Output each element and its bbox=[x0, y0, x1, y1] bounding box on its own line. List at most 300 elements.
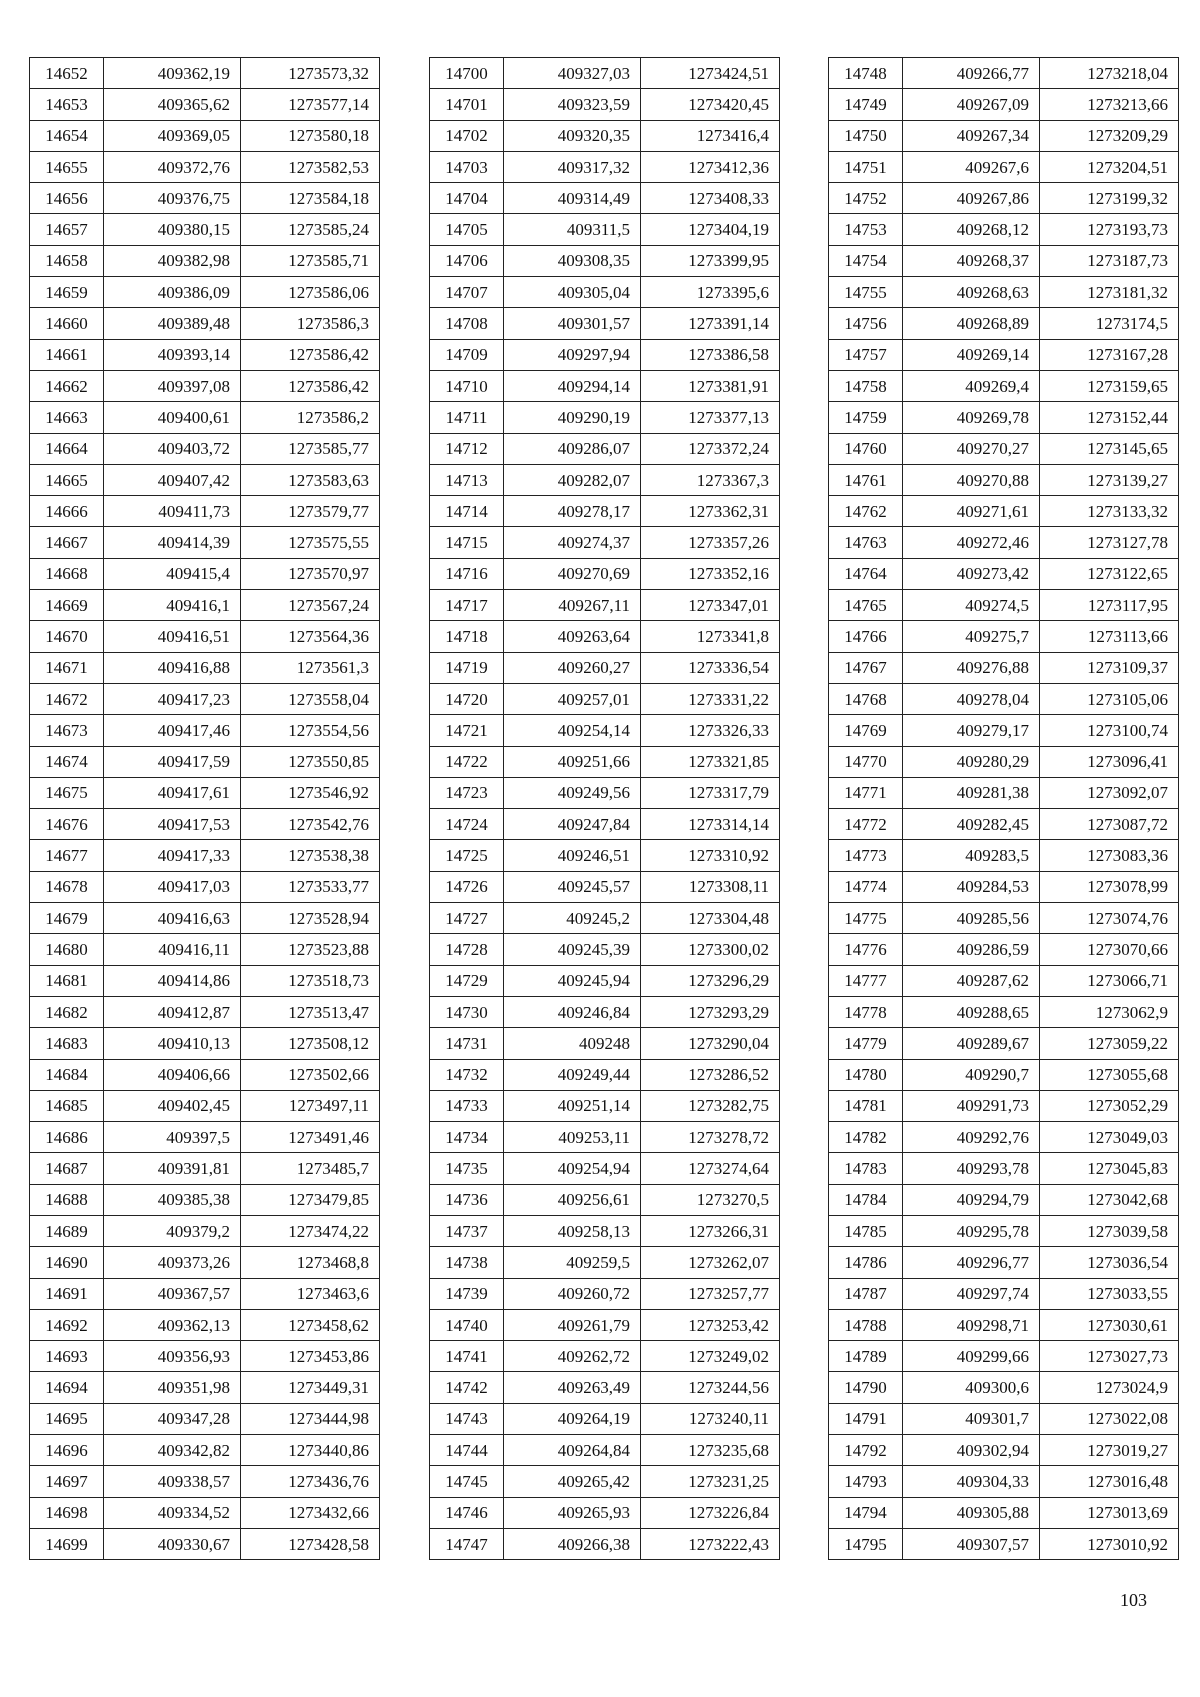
point-id-cell: 14754 bbox=[829, 245, 903, 276]
x-coordinate-cell: 409417,46 bbox=[104, 715, 241, 746]
table-row bbox=[829, 652, 1179, 683]
y-coordinate-cell: 1273468,8 bbox=[241, 1247, 380, 1278]
point-id-cell: 14673 bbox=[30, 715, 104, 746]
coordinate-table-3 bbox=[828, 57, 1179, 1560]
table-row bbox=[829, 1153, 1179, 1184]
point-id-cell: 14662 bbox=[30, 370, 104, 401]
point-id-cell: 14656 bbox=[30, 183, 104, 214]
page-number: 103 bbox=[1120, 1590, 1147, 1610]
point-id-cell: 14723 bbox=[430, 777, 504, 808]
point-id-cell: 14736 bbox=[430, 1184, 504, 1215]
table-row bbox=[30, 1215, 380, 1246]
table-row bbox=[829, 1278, 1179, 1309]
x-coordinate-cell: 409278,04 bbox=[903, 683, 1040, 714]
point-id-cell: 14675 bbox=[30, 777, 104, 808]
x-coordinate-cell: 409407,42 bbox=[104, 464, 241, 495]
x-coordinate-cell: 409416,88 bbox=[104, 652, 241, 683]
point-id-cell: 14795 bbox=[829, 1528, 903, 1559]
point-id-cell: 14671 bbox=[30, 652, 104, 683]
table-row bbox=[829, 120, 1179, 151]
point-id-cell: 14753 bbox=[829, 214, 903, 245]
x-coordinate-cell: 409379,2 bbox=[104, 1215, 241, 1246]
x-coordinate-cell: 409400,61 bbox=[104, 402, 241, 433]
table-row bbox=[430, 683, 780, 714]
y-coordinate-cell: 1273570,97 bbox=[241, 558, 380, 589]
point-id-cell: 14717 bbox=[430, 590, 504, 621]
point-id-cell: 14766 bbox=[829, 621, 903, 652]
point-id-cell: 14711 bbox=[430, 402, 504, 433]
point-id-cell: 14664 bbox=[30, 433, 104, 464]
table-row bbox=[30, 402, 380, 433]
y-coordinate-cell: 1273554,56 bbox=[241, 715, 380, 746]
y-coordinate-cell: 1273381,91 bbox=[641, 370, 780, 401]
x-coordinate-cell: 409258,13 bbox=[504, 1215, 641, 1246]
y-coordinate-cell: 1273449,31 bbox=[241, 1372, 380, 1403]
point-id-cell: 14793 bbox=[829, 1466, 903, 1497]
table-row bbox=[829, 746, 1179, 777]
table-row bbox=[430, 1309, 780, 1340]
x-coordinate-cell: 409270,27 bbox=[903, 433, 1040, 464]
table-row bbox=[430, 183, 780, 214]
table-row bbox=[430, 1403, 780, 1434]
y-coordinate-cell: 1273159,65 bbox=[1040, 370, 1179, 401]
y-coordinate-cell: 1273070,66 bbox=[1040, 934, 1179, 965]
point-id-cell: 14680 bbox=[30, 934, 104, 965]
table-row bbox=[30, 1059, 380, 1090]
point-id-cell: 14672 bbox=[30, 683, 104, 714]
table-row bbox=[829, 402, 1179, 433]
y-coordinate-cell: 1273253,42 bbox=[641, 1309, 780, 1340]
table-row bbox=[30, 903, 380, 934]
table-row bbox=[829, 1215, 1179, 1246]
table-row bbox=[30, 433, 380, 464]
point-id-cell: 14716 bbox=[430, 558, 504, 589]
y-coordinate-cell: 1273518,73 bbox=[241, 965, 380, 996]
point-id-cell: 14747 bbox=[430, 1528, 504, 1559]
point-id-cell: 14745 bbox=[430, 1466, 504, 1497]
point-id-cell: 14788 bbox=[829, 1309, 903, 1340]
x-coordinate-cell: 409269,78 bbox=[903, 402, 1040, 433]
y-coordinate-cell: 1273453,86 bbox=[241, 1341, 380, 1372]
x-coordinate-cell: 409278,17 bbox=[504, 496, 641, 527]
y-coordinate-cell: 1273564,36 bbox=[241, 621, 380, 652]
x-coordinate-cell: 409290,7 bbox=[903, 1059, 1040, 1090]
point-id-cell: 14704 bbox=[430, 183, 504, 214]
table-row bbox=[30, 809, 380, 840]
y-coordinate-cell: 1273122,65 bbox=[1040, 558, 1179, 589]
y-coordinate-cell: 1273240,11 bbox=[641, 1403, 780, 1434]
x-coordinate-cell: 409372,76 bbox=[104, 151, 241, 182]
table-row bbox=[430, 652, 780, 683]
table-row bbox=[30, 871, 380, 902]
y-coordinate-cell: 1273174,5 bbox=[1040, 308, 1179, 339]
point-id-cell: 14732 bbox=[430, 1059, 504, 1090]
x-coordinate-cell: 409254,94 bbox=[504, 1153, 641, 1184]
table-row bbox=[829, 277, 1179, 308]
x-coordinate-cell: 409295,78 bbox=[903, 1215, 1040, 1246]
y-coordinate-cell: 1273062,9 bbox=[1040, 996, 1179, 1027]
y-coordinate-cell: 1273479,85 bbox=[241, 1184, 380, 1215]
y-coordinate-cell: 1273282,75 bbox=[641, 1090, 780, 1121]
point-id-cell: 14693 bbox=[30, 1341, 104, 1372]
point-id-cell: 14792 bbox=[829, 1435, 903, 1466]
y-coordinate-cell: 1273262,07 bbox=[641, 1247, 780, 1278]
y-coordinate-cell: 1273193,73 bbox=[1040, 214, 1179, 245]
point-id-cell: 14713 bbox=[430, 464, 504, 495]
table-row bbox=[430, 214, 780, 245]
table-row bbox=[430, 1278, 780, 1309]
point-id-cell: 14727 bbox=[430, 903, 504, 934]
x-coordinate-cell: 409373,26 bbox=[104, 1247, 241, 1278]
x-coordinate-cell: 409403,72 bbox=[104, 433, 241, 464]
table-row bbox=[829, 996, 1179, 1027]
point-id-cell: 14653 bbox=[30, 89, 104, 120]
table-row bbox=[430, 1341, 780, 1372]
point-id-cell: 14697 bbox=[30, 1466, 104, 1497]
point-id-cell: 14726 bbox=[430, 871, 504, 902]
table-row bbox=[430, 715, 780, 746]
point-id-cell: 14739 bbox=[430, 1278, 504, 1309]
point-id-cell: 14661 bbox=[30, 339, 104, 370]
point-id-cell: 14695 bbox=[30, 1403, 104, 1434]
x-coordinate-cell: 409271,61 bbox=[903, 496, 1040, 527]
point-id-cell: 14731 bbox=[430, 1028, 504, 1059]
point-id-cell: 14692 bbox=[30, 1309, 104, 1340]
x-coordinate-cell: 409416,11 bbox=[104, 934, 241, 965]
point-id-cell: 14743 bbox=[430, 1403, 504, 1434]
table-row bbox=[829, 58, 1179, 89]
x-coordinate-cell: 409410,13 bbox=[104, 1028, 241, 1059]
point-id-cell: 14776 bbox=[829, 934, 903, 965]
y-coordinate-cell: 1273133,32 bbox=[1040, 496, 1179, 527]
point-id-cell: 14719 bbox=[430, 652, 504, 683]
table-row bbox=[30, 715, 380, 746]
point-id-cell: 14773 bbox=[829, 840, 903, 871]
table-row bbox=[30, 840, 380, 871]
y-coordinate-cell: 1273326,33 bbox=[641, 715, 780, 746]
point-id-cell: 14752 bbox=[829, 183, 903, 214]
x-coordinate-cell: 409311,5 bbox=[504, 214, 641, 245]
y-coordinate-cell: 1273508,12 bbox=[241, 1028, 380, 1059]
y-coordinate-cell: 1273109,37 bbox=[1040, 652, 1179, 683]
x-coordinate-cell: 409263,64 bbox=[504, 621, 641, 652]
y-coordinate-cell: 1273546,92 bbox=[241, 777, 380, 808]
point-id-cell: 14771 bbox=[829, 777, 903, 808]
table-row bbox=[430, 1153, 780, 1184]
y-coordinate-cell: 1273542,76 bbox=[241, 809, 380, 840]
point-id-cell: 14703 bbox=[430, 151, 504, 182]
x-coordinate-cell: 409376,75 bbox=[104, 183, 241, 214]
table-row bbox=[30, 1153, 380, 1184]
x-coordinate-cell: 409362,13 bbox=[104, 1309, 241, 1340]
point-id-cell: 14789 bbox=[829, 1341, 903, 1372]
y-coordinate-cell: 1273362,31 bbox=[641, 496, 780, 527]
y-coordinate-cell: 1273575,55 bbox=[241, 527, 380, 558]
y-coordinate-cell: 1273404,19 bbox=[641, 214, 780, 245]
table-row bbox=[30, 1028, 380, 1059]
x-coordinate-cell: 409274,37 bbox=[504, 527, 641, 558]
table-row bbox=[30, 777, 380, 808]
point-id-cell: 14778 bbox=[829, 996, 903, 1027]
coordinate-table-2 bbox=[429, 57, 780, 1560]
x-coordinate-cell: 409249,56 bbox=[504, 777, 641, 808]
point-id-cell: 14742 bbox=[430, 1372, 504, 1403]
point-id-cell: 14755 bbox=[829, 277, 903, 308]
table-row bbox=[430, 590, 780, 621]
x-coordinate-cell: 409300,6 bbox=[903, 1372, 1040, 1403]
table-row bbox=[430, 777, 780, 808]
table-row bbox=[829, 558, 1179, 589]
point-id-cell: 14679 bbox=[30, 903, 104, 934]
x-coordinate-cell: 409249,44 bbox=[504, 1059, 641, 1090]
point-id-cell: 14741 bbox=[430, 1341, 504, 1372]
point-id-cell: 14760 bbox=[829, 433, 903, 464]
table-row bbox=[430, 1184, 780, 1215]
y-coordinate-cell: 1273412,36 bbox=[641, 151, 780, 182]
point-id-cell: 14712 bbox=[430, 433, 504, 464]
point-id-cell: 14670 bbox=[30, 621, 104, 652]
point-id-cell: 14779 bbox=[829, 1028, 903, 1059]
x-coordinate-cell: 409406,66 bbox=[104, 1059, 241, 1090]
point-id-cell: 14749 bbox=[829, 89, 903, 120]
table-row bbox=[829, 464, 1179, 495]
point-id-cell: 14676 bbox=[30, 809, 104, 840]
point-id-cell: 14769 bbox=[829, 715, 903, 746]
y-coordinate-cell: 1273127,78 bbox=[1040, 527, 1179, 558]
y-coordinate-cell: 1273341,8 bbox=[641, 621, 780, 652]
table-row bbox=[30, 527, 380, 558]
x-coordinate-cell: 409296,77 bbox=[903, 1247, 1040, 1278]
y-coordinate-cell: 1273290,04 bbox=[641, 1028, 780, 1059]
point-id-cell: 14690 bbox=[30, 1247, 104, 1278]
table-row bbox=[829, 621, 1179, 652]
x-coordinate-cell: 409261,79 bbox=[504, 1309, 641, 1340]
x-coordinate-cell: 409253,11 bbox=[504, 1122, 641, 1153]
x-coordinate-cell: 409245,57 bbox=[504, 871, 641, 902]
y-coordinate-cell: 1273458,62 bbox=[241, 1309, 380, 1340]
y-coordinate-cell: 1273027,73 bbox=[1040, 1341, 1179, 1372]
y-coordinate-cell: 1273586,06 bbox=[241, 277, 380, 308]
y-coordinate-cell: 1273502,66 bbox=[241, 1059, 380, 1090]
table-row bbox=[430, 277, 780, 308]
x-coordinate-cell: 409265,93 bbox=[504, 1497, 641, 1528]
table-row bbox=[30, 245, 380, 276]
x-coordinate-cell: 409263,49 bbox=[504, 1372, 641, 1403]
table-row bbox=[30, 1372, 380, 1403]
point-id-cell: 14708 bbox=[430, 308, 504, 339]
point-id-cell: 14756 bbox=[829, 308, 903, 339]
table-row bbox=[430, 1090, 780, 1121]
point-id-cell: 14738 bbox=[430, 1247, 504, 1278]
x-coordinate-cell: 409285,56 bbox=[903, 903, 1040, 934]
table-row bbox=[30, 746, 380, 777]
y-coordinate-cell: 1273321,85 bbox=[641, 746, 780, 777]
x-coordinate-cell: 409264,84 bbox=[504, 1435, 641, 1466]
table-row bbox=[30, 652, 380, 683]
y-coordinate-cell: 1273139,27 bbox=[1040, 464, 1179, 495]
point-id-cell: 14751 bbox=[829, 151, 903, 182]
y-coordinate-cell: 1273052,29 bbox=[1040, 1090, 1179, 1121]
table-row bbox=[430, 871, 780, 902]
table-row bbox=[430, 1215, 780, 1246]
point-id-cell: 14688 bbox=[30, 1184, 104, 1215]
x-coordinate-cell: 409414,86 bbox=[104, 965, 241, 996]
x-coordinate-cell: 409269,14 bbox=[903, 339, 1040, 370]
x-coordinate-cell: 409282,45 bbox=[903, 809, 1040, 840]
point-id-cell: 14702 bbox=[430, 120, 504, 151]
x-coordinate-cell: 409246,84 bbox=[504, 996, 641, 1027]
y-coordinate-cell: 1273045,83 bbox=[1040, 1153, 1179, 1184]
x-coordinate-cell: 409305,04 bbox=[504, 277, 641, 308]
y-coordinate-cell: 1273577,14 bbox=[241, 89, 380, 120]
y-coordinate-cell: 1273533,77 bbox=[241, 871, 380, 902]
point-id-cell: 14720 bbox=[430, 683, 504, 714]
table-row bbox=[430, 496, 780, 527]
table-row bbox=[430, 1497, 780, 1528]
y-coordinate-cell: 1273580,18 bbox=[241, 120, 380, 151]
y-coordinate-cell: 1273270,5 bbox=[641, 1184, 780, 1215]
point-id-cell: 14666 bbox=[30, 496, 104, 527]
point-id-cell: 14699 bbox=[30, 1528, 104, 1559]
x-coordinate-cell: 409362,19 bbox=[104, 58, 241, 89]
table-row bbox=[430, 996, 780, 1027]
x-coordinate-cell: 409338,57 bbox=[104, 1466, 241, 1497]
table-row bbox=[829, 1341, 1179, 1372]
point-id-cell: 14667 bbox=[30, 527, 104, 558]
table-row bbox=[829, 1247, 1179, 1278]
point-id-cell: 14665 bbox=[30, 464, 104, 495]
table-row bbox=[829, 965, 1179, 996]
y-coordinate-cell: 1273078,99 bbox=[1040, 871, 1179, 902]
point-id-cell: 14790 bbox=[829, 1372, 903, 1403]
point-id-cell: 14689 bbox=[30, 1215, 104, 1246]
table-row bbox=[430, 464, 780, 495]
table-row bbox=[829, 245, 1179, 276]
y-coordinate-cell: 1273513,47 bbox=[241, 996, 380, 1027]
table-row bbox=[30, 1184, 380, 1215]
x-coordinate-cell: 409417,53 bbox=[104, 809, 241, 840]
x-coordinate-cell: 409416,1 bbox=[104, 590, 241, 621]
point-id-cell: 14794 bbox=[829, 1497, 903, 1528]
x-coordinate-cell: 409245,39 bbox=[504, 934, 641, 965]
table-row bbox=[30, 58, 380, 89]
y-coordinate-cell: 1273558,04 bbox=[241, 683, 380, 714]
y-coordinate-cell: 1273167,28 bbox=[1040, 339, 1179, 370]
point-id-cell: 14659 bbox=[30, 277, 104, 308]
x-coordinate-cell: 409411,73 bbox=[104, 496, 241, 527]
table-row bbox=[829, 214, 1179, 245]
coordinate-table-1 bbox=[29, 57, 380, 1560]
x-coordinate-cell: 409269,4 bbox=[903, 370, 1040, 401]
x-coordinate-cell: 409264,19 bbox=[504, 1403, 641, 1434]
point-id-cell: 14714 bbox=[430, 496, 504, 527]
y-coordinate-cell: 1273013,69 bbox=[1040, 1497, 1179, 1528]
table-row bbox=[430, 370, 780, 401]
table-row bbox=[30, 1309, 380, 1340]
y-coordinate-cell: 1273199,32 bbox=[1040, 183, 1179, 214]
table-row bbox=[829, 1372, 1179, 1403]
y-coordinate-cell: 1273582,53 bbox=[241, 151, 380, 182]
point-id-cell: 14655 bbox=[30, 151, 104, 182]
y-coordinate-cell: 1273092,07 bbox=[1040, 777, 1179, 808]
table-row bbox=[30, 151, 380, 182]
x-coordinate-cell: 409402,45 bbox=[104, 1090, 241, 1121]
x-coordinate-cell: 409397,08 bbox=[104, 370, 241, 401]
x-coordinate-cell: 409260,27 bbox=[504, 652, 641, 683]
point-id-cell: 14729 bbox=[430, 965, 504, 996]
x-coordinate-cell: 409251,66 bbox=[504, 746, 641, 777]
x-coordinate-cell: 409276,88 bbox=[903, 652, 1040, 683]
y-coordinate-cell: 1273585,77 bbox=[241, 433, 380, 464]
point-id-cell: 14685 bbox=[30, 1090, 104, 1121]
y-coordinate-cell: 1273187,73 bbox=[1040, 245, 1179, 276]
x-coordinate-cell: 409417,23 bbox=[104, 683, 241, 714]
point-id-cell: 14682 bbox=[30, 996, 104, 1027]
y-coordinate-cell: 1273218,04 bbox=[1040, 58, 1179, 89]
table-row bbox=[430, 1247, 780, 1278]
x-coordinate-cell: 409414,39 bbox=[104, 527, 241, 558]
y-coordinate-cell: 1273585,24 bbox=[241, 214, 380, 245]
y-coordinate-cell: 1273586,3 bbox=[241, 308, 380, 339]
point-id-cell: 14740 bbox=[430, 1309, 504, 1340]
y-coordinate-cell: 1273432,66 bbox=[241, 1497, 380, 1528]
table-row bbox=[829, 151, 1179, 182]
y-coordinate-cell: 1273266,31 bbox=[641, 1215, 780, 1246]
x-coordinate-cell: 409256,61 bbox=[504, 1184, 641, 1215]
table-row bbox=[829, 903, 1179, 934]
y-coordinate-cell: 1273550,85 bbox=[241, 746, 380, 777]
x-coordinate-cell: 409385,38 bbox=[104, 1184, 241, 1215]
y-coordinate-cell: 1273436,76 bbox=[241, 1466, 380, 1497]
point-id-cell: 14677 bbox=[30, 840, 104, 871]
point-id-cell: 14709 bbox=[430, 339, 504, 370]
y-coordinate-cell: 1273016,48 bbox=[1040, 1466, 1179, 1497]
y-coordinate-cell: 1273352,16 bbox=[641, 558, 780, 589]
x-coordinate-cell: 409307,57 bbox=[903, 1528, 1040, 1559]
table-row bbox=[430, 308, 780, 339]
y-coordinate-cell: 1273491,46 bbox=[241, 1122, 380, 1153]
point-id-cell: 14698 bbox=[30, 1497, 104, 1528]
point-id-cell: 14710 bbox=[430, 370, 504, 401]
table-row bbox=[430, 1528, 780, 1559]
point-id-cell: 14750 bbox=[829, 120, 903, 151]
x-coordinate-cell: 409317,32 bbox=[504, 151, 641, 182]
table-row bbox=[430, 903, 780, 934]
table-row bbox=[829, 1497, 1179, 1528]
point-id-cell: 14774 bbox=[829, 871, 903, 902]
table-row bbox=[30, 1497, 380, 1528]
table-row bbox=[829, 370, 1179, 401]
x-coordinate-cell: 409268,12 bbox=[903, 214, 1040, 245]
table-row bbox=[30, 590, 380, 621]
y-coordinate-cell: 1273039,58 bbox=[1040, 1215, 1179, 1246]
point-id-cell: 14707 bbox=[430, 277, 504, 308]
x-coordinate-cell: 409314,49 bbox=[504, 183, 641, 214]
table-row bbox=[30, 1435, 380, 1466]
y-coordinate-cell: 1273152,44 bbox=[1040, 402, 1179, 433]
table-row bbox=[430, 1028, 780, 1059]
y-coordinate-cell: 1273408,33 bbox=[641, 183, 780, 214]
point-id-cell: 14781 bbox=[829, 1090, 903, 1121]
x-coordinate-cell: 409267,34 bbox=[903, 120, 1040, 151]
x-coordinate-cell: 409267,09 bbox=[903, 89, 1040, 120]
y-coordinate-cell: 1273586,42 bbox=[241, 370, 380, 401]
table-row bbox=[430, 965, 780, 996]
y-coordinate-cell: 1273244,56 bbox=[641, 1372, 780, 1403]
table-row bbox=[30, 1341, 380, 1372]
x-coordinate-cell: 409268,63 bbox=[903, 277, 1040, 308]
x-coordinate-cell: 409365,62 bbox=[104, 89, 241, 120]
